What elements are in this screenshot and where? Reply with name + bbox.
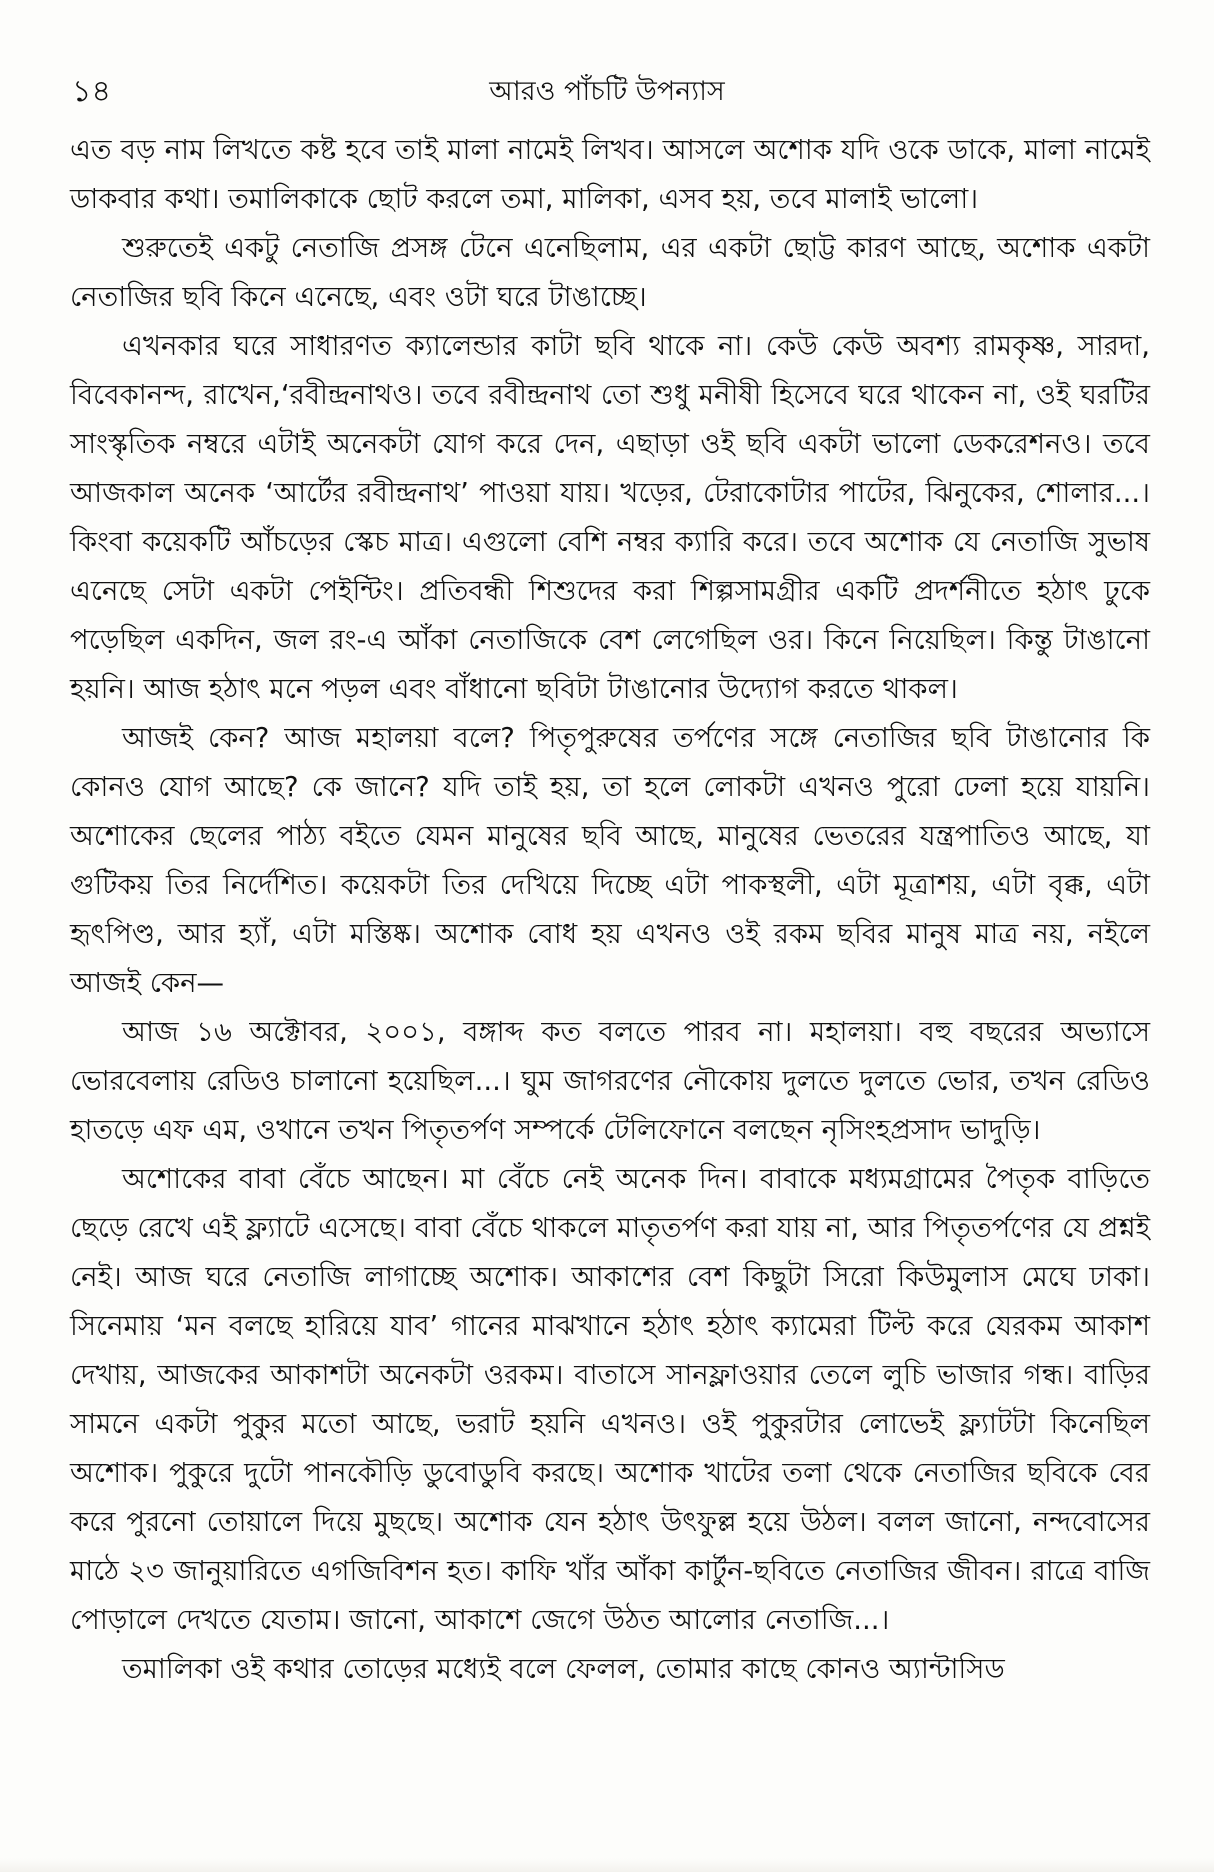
paragraph: এত বড় নাম লিখতে কষ্ট হবে তাই মালা নামেই লিখব। আসলে অশোক যদি ওকে ডাকে, মালা নামেই ডাকবার কথা। তমালিকাকে ছোট করলে তমা, মালিকা, এসব হয়, তবে মালাই ভালো। (70, 134, 1150, 215)
page-header (72, 72, 1142, 116)
running-title: আরও পাঁচটি উপন্যাস (489, 76, 725, 107)
paragraph: আজ ১৬ অক্টোবর, ২০০১, বঙ্গাব্দ কত বলতে পারব না। মহালয়া। বহু বছরের অভ্যাসে ভোরবেলায় রেডিও চালানো হয়েছিল...। ঘুম জাগরণের নৌকোয় দুলতে দুলতে ভোর, তখন রেডিও হাতড়ে এফ এম, ওখানে তখন পিতৃতর্পণ সম্পর্কে টেলিফোনে বলছেন নৃসিংহপ্রসাদ ভাদুড়ি। (70, 1016, 1150, 1146)
page-number: ১৪ (72, 74, 111, 109)
paragraph: তমালিকা ওই কথার তোড়ের মধ্যেই বলে ফেলল, তোমার কাছে কোনও অ্যান্টাসিড (122, 1653, 1005, 1685)
body-text (70, 126, 1150, 1694)
paragraph: শুরুতেই একটু নেতাজি প্রসঙ্গ টেনে এনেছিলাম, এর একটা ছোট্ট কারণ আছে, অশোক একটা নেতাজির ছবি কিনে এনেছে, এবং ওটা ঘরে টাঙাচ্ছে। (70, 232, 1150, 313)
paragraph: অশোকের বাবা বেঁচে আছেন। মা বেঁচে নেই অনেক দিন। বাবাকে মধ্যমগ্রামের পৈতৃক বাড়িতে ছেড়ে রেখে এই ফ্ল্যাটে এসেছে। বাবা বেঁচে থাকলে মাতৃতর্পণ করা যায় না, আর পিতৃতর্পণের যে প্রশ্নই নেই। আজ ঘরে নেতাজি লাগাচ্ছে অশোক। আকাশের বেশ কিছুটা সিরো কিউমুলাস মেঘে ঢাকা। সিনেমায় ‘মন বলছে হারিয়ে যাব’ গানের মাঝখানে হঠাৎ হঠাৎ ক্যামেরা টিল্ট করে যেরকম আকাশ দেখায়, আজকের আকাশটা অনেকটা ওরকম। বাতাসে সানফ্লাওয়ার তেলে লুচি ভাজার গন্ধ। বাড়ির সামনে একটা পুকুর মতো আছে, ভরাট হয়নি এখনও। ওই পুকুরটার লোভেই ফ্ল্যাটটা কিনেছিল অশোক। পুকুরে দুটো পানকৌড়ি ডুবোডুবি করছে। অশোক খাটের তলা থেকে নেতাজির ছবিকে বের করে পুরনো তোয়ালে দিয়ে মুছছে। অশোক যেন হঠাৎ উৎফুল্ল হয়ে উঠল। বলল জানো, নন্দবোসের মাঠে ২৩ জানুয়ারিতে এগজিবিশন হত। কাফি খাঁর আঁকা কার্টুন-ছবিতে নেতাজির জীবন। রাত্রে বাজি পোড়ালে দেখতে যেতাম। জানো, আকাশে জেগে উঠত আলোর নেতাজি...। (70, 1163, 1150, 1636)
paragraph: আজই কেন? আজ মহালয়া বলে? পিতৃপুরুষের তর্পণের সঙ্গে নেতাজির ছবি টাঙানোর কি কোনও যোগ আছে? কে জানে? যদি তাই হয়, তা হলে লোকটা এখনও পুরো ঢেলা হয়ে যায়নি। অশোকের ছেলের পাঠ্য বইতে যেমন মানুষের ছবি আছে, মানুষের ভেতরের যন্ত্রপাতিও আছে, যা গুটিকয় তির নির্দেশিত। কয়েকটা তির দেখিয়ে দিচ্ছে এটা পাকস্থলী, এটা মূত্রাশয়, এটা বৃক্ক, এটা হৃৎপিণ্ড, আর হ্যাঁ, এটা মস্তিষ্ক। অশোক বোধ হয় এখনও ওই রকম ছবির মানুষ মাত্র নয়, নইলে আজই কেন— (70, 722, 1150, 999)
paragraph: এখনকার ঘরে সাধারণত ক্যালেন্ডার কাটা ছবি থাকে না। কেউ কেউ অবশ্য রামকৃষ্ণ, সারদা, বিবেকানন্দ, রাখেন,‘রবীন্দ্রনাথও। তবে রবীন্দ্রনাথ তো শুধু মনীষী হিসেবে ঘরে থাকেন না, ওই ঘরটির সাংস্কৃতিক নম্বরে এটাই অনেকটা যোগ করে দেন, এছাড়া ওই ছবি একটা ভালো ডেকরেশনও। তবে আজকাল অনেক ‘আর্টের রবীন্দ্রনাথ’ পাওয়া যায়। খড়ের, টেরাকোটার পাটের, ঝিনুকের, শোলার...। কিংবা কয়েকটি আঁচড়ের স্কেচ মাত্র। এগুলো বেশি নম্বর ক্যারি করে। তবে অশোক যে নেতাজি সুভাষ এনেছে সেটা একটা পেইন্টিং। প্রতিবন্ধী শিশুদের করা শিল্পসামগ্রীর একটি প্রদর্শনীতে হঠাৎ ঢুকে পড়েছিল একদিন, জল রং-এ আঁকা নেতাজিকে বেশ লেগেছিল ওর। কিনে নিয়েছিল। কিন্তু টাঙানো হয়নি। আজ হঠাৎ মনে পড়ল এবং বাঁধানো ছবিটা টাঙানোর উদ্যোগ করতে থাকল। (70, 330, 1150, 705)
page-edge (0, 1858, 1214, 1872)
